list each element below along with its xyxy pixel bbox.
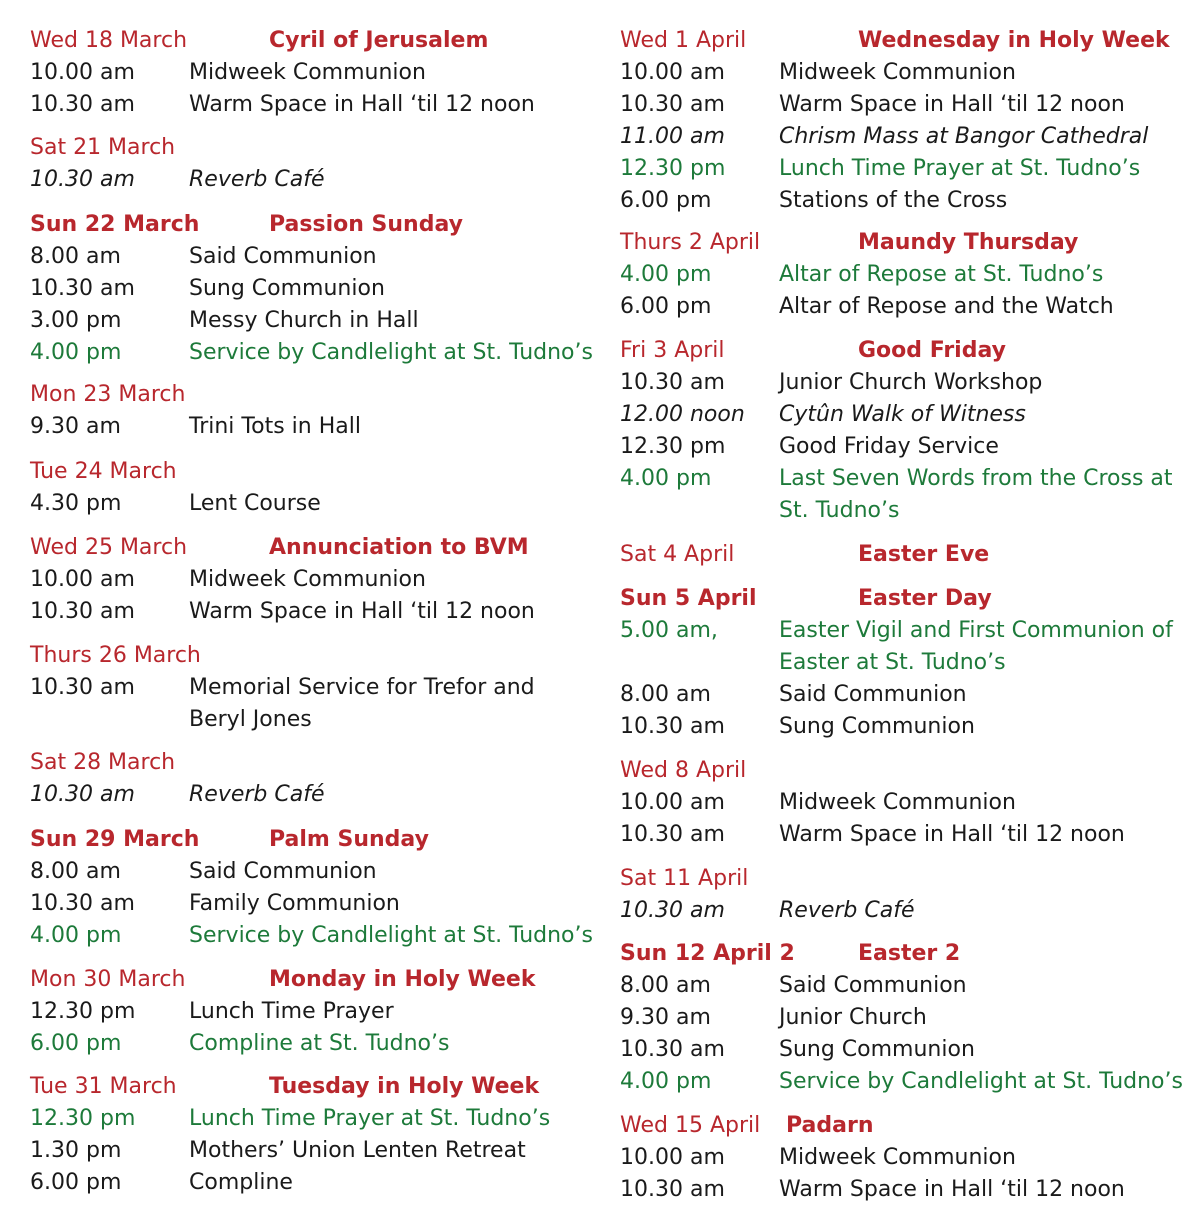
event-time: 12.00 noon bbox=[620, 402, 745, 427]
date-heading: Sun 12 April 2 bbox=[620, 941, 795, 966]
feast-name: Easter Day bbox=[858, 586, 992, 611]
event-title: Midweek Communion bbox=[779, 60, 1016, 85]
event-title: Reverb Café bbox=[189, 782, 325, 807]
event-time: 4.00 pm bbox=[30, 340, 122, 365]
event-title: Good Friday Service bbox=[779, 434, 999, 459]
feast-name: Passion Sunday bbox=[269, 212, 463, 237]
event-time: 10.30 am bbox=[30, 92, 135, 117]
day-block bbox=[620, 583, 1180, 743]
date-heading: Tue 24 March bbox=[30, 459, 177, 484]
day-block bbox=[620, 335, 1180, 527]
day-block bbox=[30, 532, 590, 628]
day-block bbox=[620, 1110, 1180, 1206]
day-block bbox=[620, 938, 1183, 1098]
event-title: Warm Space in Hall ‘til 12 noon bbox=[189, 92, 535, 117]
event-title: Sung Communion bbox=[189, 276, 385, 301]
day-block bbox=[30, 379, 590, 443]
day-block bbox=[30, 747, 590, 811]
day-block bbox=[30, 964, 590, 1060]
event-time: 6.00 pm bbox=[620, 188, 712, 213]
event-time: 10.30 am bbox=[30, 675, 135, 700]
event-title: Reverb Café bbox=[779, 898, 915, 923]
event-title: Easter Vigil and First Communion of Easter at St. Tudno’s bbox=[779, 618, 1173, 675]
event-title: Lent Course bbox=[189, 491, 321, 516]
event-title: Altar of Repose and the Watch bbox=[779, 294, 1114, 319]
event-title: Lunch Time Prayer at St. Tudno’s bbox=[779, 156, 1141, 181]
event-title: Sung Communion bbox=[779, 714, 975, 739]
event-time: 4.00 pm bbox=[620, 1069, 712, 1094]
feast-name: Easter 2 bbox=[858, 941, 961, 966]
feast-name: Monday in Holy Week bbox=[269, 967, 536, 992]
event-time: 9.30 am bbox=[620, 1005, 711, 1030]
day-block bbox=[620, 227, 1180, 323]
event-time: 10.30 am bbox=[620, 898, 725, 923]
event-title: Memorial Service for Trefor and Beryl Jones bbox=[189, 675, 535, 732]
event-time: 12.30 pm bbox=[30, 1106, 136, 1131]
event-time: 12.30 pm bbox=[30, 999, 136, 1024]
event-time: 10.30 am bbox=[30, 167, 135, 192]
date-heading: Sat 11 April bbox=[620, 866, 749, 891]
day-block bbox=[620, 25, 1180, 217]
event-title: Family Communion bbox=[189, 891, 400, 916]
date-heading: Wed 8 April bbox=[620, 758, 747, 783]
event-time: 3.00 pm bbox=[30, 308, 122, 333]
date-heading: Mon 23 March bbox=[30, 382, 186, 407]
feast-name: Padarn bbox=[786, 1113, 874, 1138]
event-time: 10.00 am bbox=[620, 790, 725, 815]
date-heading: Thurs 2 April bbox=[620, 230, 761, 255]
event-title: Warm Space in Hall ‘til 12 noon bbox=[779, 92, 1125, 117]
event-title: Said Communion bbox=[779, 682, 967, 707]
event-title: Junior Church Workshop bbox=[779, 370, 1043, 395]
event-title: Lunch Time Prayer bbox=[189, 999, 394, 1024]
event-time: 4.00 pm bbox=[620, 466, 712, 491]
event-time: 10.30 am bbox=[620, 1177, 725, 1202]
event-time: 4.00 pm bbox=[30, 923, 122, 948]
event-title: Said Communion bbox=[189, 244, 377, 269]
day-block bbox=[620, 539, 1180, 571]
event-time: 10.30 am bbox=[30, 276, 135, 301]
feast-name: Palm Sunday bbox=[269, 827, 429, 852]
date-heading: Wed 25 March bbox=[30, 535, 188, 560]
feast-name: Tuesday in Holy Week bbox=[269, 1074, 540, 1099]
day-block bbox=[30, 456, 590, 520]
date-heading: Sun 5 April bbox=[620, 586, 757, 611]
event-time: 10.30 am bbox=[30, 891, 135, 916]
event-time: 10.00 am bbox=[620, 1145, 725, 1170]
date-heading: Thurs 26 March bbox=[30, 643, 201, 668]
event-time: 8.00 am bbox=[620, 682, 711, 707]
event-title: Reverb Café bbox=[189, 167, 325, 192]
event-time: 10.30 am bbox=[620, 1037, 725, 1062]
date-heading: Fri 3 April bbox=[620, 338, 725, 363]
day-block bbox=[30, 132, 590, 196]
feast-name: Annunciation to BVM bbox=[269, 535, 529, 560]
event-time: 10.30 am bbox=[30, 782, 135, 807]
event-title: Last Seven Words from the Cross at St. Tudno’s bbox=[779, 466, 1173, 523]
event-title: Warm Space in Hall ‘til 12 noon bbox=[779, 1177, 1125, 1202]
date-heading: Tue 31 March bbox=[30, 1074, 177, 1099]
day-block bbox=[30, 1071, 590, 1199]
event-time: 8.00 am bbox=[30, 859, 121, 884]
day-block bbox=[30, 209, 593, 369]
feast-name: Maundy Thursday bbox=[858, 230, 1079, 255]
date-heading: Sat 21 March bbox=[30, 135, 176, 160]
event-time: 10.30 am bbox=[620, 822, 725, 847]
date-heading: Sun 29 March bbox=[30, 827, 200, 852]
event-title: Midweek Communion bbox=[779, 1145, 1016, 1170]
event-title: Trini Tots in Hall bbox=[189, 414, 361, 439]
event-title: Compline at St. Tudno’s bbox=[189, 1031, 450, 1056]
event-title: Mothers’ Union Lenten Retreat bbox=[189, 1138, 526, 1163]
date-heading: Sat 28 March bbox=[30, 750, 176, 775]
date-heading: Wed 1 April bbox=[620, 28, 747, 53]
event-time: 6.00 pm bbox=[30, 1170, 122, 1195]
date-heading: Mon 30 March bbox=[30, 967, 186, 992]
event-title: Warm Space in Hall ‘til 12 noon bbox=[779, 822, 1125, 847]
feast-name: Cyril of Jerusalem bbox=[269, 28, 489, 53]
day-block bbox=[620, 863, 1180, 927]
event-title: Said Communion bbox=[779, 973, 967, 998]
event-time: 1.30 pm bbox=[30, 1138, 122, 1163]
event-title: Warm Space in Hall ‘til 12 noon bbox=[189, 599, 535, 624]
event-time: 10.30 am bbox=[620, 92, 725, 117]
event-time: 9.30 am bbox=[30, 414, 121, 439]
event-title: Compline bbox=[189, 1170, 293, 1195]
event-title: Altar of Repose at St. Tudno’s bbox=[779, 262, 1104, 287]
date-heading: Wed 15 April bbox=[620, 1113, 761, 1138]
event-time: 10.30 am bbox=[620, 714, 725, 739]
day-block bbox=[30, 25, 590, 121]
event-title: Said Communion bbox=[189, 859, 377, 884]
date-heading: Wed 18 March bbox=[30, 28, 188, 53]
feast-name: Good Friday bbox=[858, 338, 1006, 363]
event-title: Service by Candlelight at St. Tudno’s bbox=[189, 340, 593, 365]
event-time: 10.30 am bbox=[620, 370, 725, 395]
date-heading: Sun 22 March bbox=[30, 212, 200, 237]
event-time: 4.00 pm bbox=[620, 262, 712, 287]
day-block bbox=[30, 640, 590, 736]
event-title: Cytûn Walk of Witness bbox=[779, 402, 1026, 427]
day-block bbox=[620, 755, 1180, 851]
event-title: Service by Candlelight at St. Tudno’s bbox=[779, 1069, 1183, 1094]
event-title: Chrism Mass at Bangor Cathedral bbox=[779, 124, 1149, 149]
event-time: 5.00 am, bbox=[620, 618, 718, 643]
event-title: Midweek Communion bbox=[779, 790, 1016, 815]
event-time: 4.30 pm bbox=[30, 491, 122, 516]
event-time: 10.00 am bbox=[620, 60, 725, 85]
event-time: 11.00 am bbox=[620, 124, 725, 149]
event-time: 8.00 am bbox=[620, 973, 711, 998]
event-time: 6.00 pm bbox=[620, 294, 712, 319]
event-time: 10.00 am bbox=[30, 60, 135, 85]
date-heading: Sat 4 April bbox=[620, 542, 735, 567]
day-block bbox=[30, 824, 593, 952]
event-time: 10.30 am bbox=[30, 599, 135, 624]
event-title: Junior Church bbox=[779, 1005, 927, 1030]
feast-name: Easter Eve bbox=[858, 542, 990, 567]
event-time: 10.00 am bbox=[30, 567, 135, 592]
event-title: Service by Candlelight at St. Tudno’s bbox=[189, 923, 593, 948]
event-time: 12.30 pm bbox=[620, 156, 726, 181]
event-time: 6.00 pm bbox=[30, 1031, 122, 1056]
event-title: Sung Communion bbox=[779, 1037, 975, 1062]
event-title: Stations of the Cross bbox=[779, 188, 1008, 213]
feast-name: Wednesday in Holy Week bbox=[858, 28, 1170, 53]
event-title: Midweek Communion bbox=[189, 60, 426, 85]
event-title: Messy Church in Hall bbox=[189, 308, 419, 333]
event-time: 12.30 pm bbox=[620, 434, 726, 459]
event-title: Lunch Time Prayer at St. Tudno’s bbox=[189, 1106, 551, 1131]
event-title: Midweek Communion bbox=[189, 567, 426, 592]
event-time: 8.00 am bbox=[30, 244, 121, 269]
